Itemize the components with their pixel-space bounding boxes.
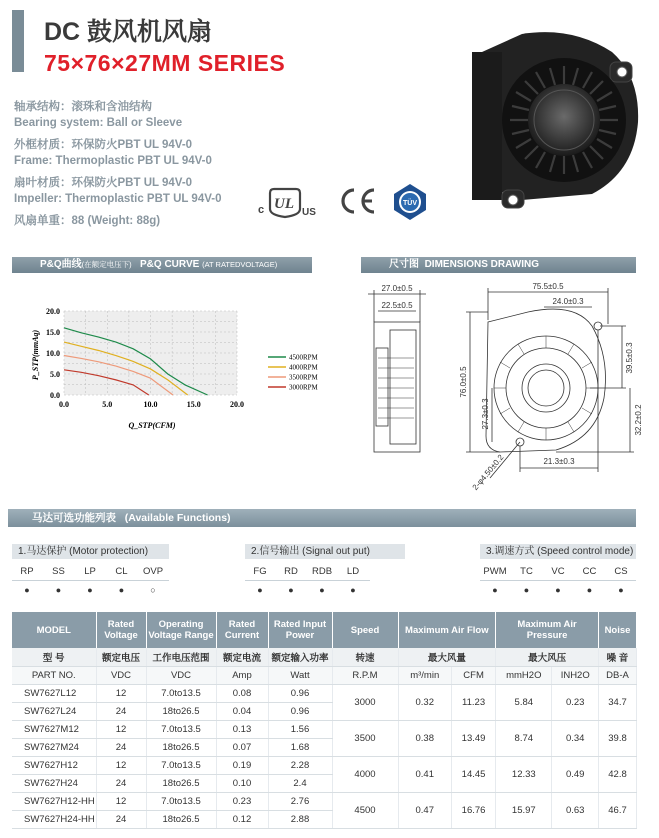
unit-vdc: VDC — [96, 666, 146, 684]
cell-cfm: 13.49 — [451, 720, 495, 756]
spec-impeller-cn: 扇叶材质：环保防火PBT UL 94V-0 — [14, 177, 193, 189]
dim-side-outlet: 22.5±0.5 — [381, 301, 413, 310]
spec-weight: 风扇单重：88 (Weight: 88g) — [14, 215, 161, 227]
function-availability-mark: ● — [319, 585, 325, 595]
cell-watt: 1.68 — [268, 738, 332, 756]
unit-cfm: CFM — [451, 666, 495, 684]
function-code: LP — [84, 566, 96, 577]
dim-side-width: 27.0±0.5 — [381, 284, 413, 293]
cell-inh2o: 0.49 — [552, 756, 599, 792]
cell-amp: 0.07 — [216, 738, 268, 756]
spec-impeller-en: Impeller: Thermoplastic PBT UL 94V-0 — [14, 193, 222, 205]
function-availability-mark: ● — [24, 585, 30, 595]
cn-rated-current: 额定电流 — [216, 648, 268, 666]
function-availability-mark: ● — [55, 585, 62, 595]
function-code: CS — [614, 566, 628, 577]
y-tick-label: 20.0 — [46, 307, 60, 316]
side-view-outline — [374, 322, 420, 452]
cell-speed: 4500 — [332, 792, 398, 828]
cell-range: 18to26.5 — [146, 702, 216, 720]
cell-inh2o: 0.63 — [552, 792, 599, 828]
ul-certification-logo — [256, 187, 326, 219]
legend-entry: 3500RPM — [289, 373, 318, 382]
x-tick-label: 5.0 — [102, 400, 113, 409]
cell-mmh2o: 12.33 — [496, 756, 552, 792]
cell-range: 18to26.5 — [146, 810, 216, 828]
cell-inh2o: 0.23 — [552, 684, 599, 720]
pq-curve-section-header: P&Q曲线(在额定电压下) P&Q CURVE (AT RATEDVOLTAGE) — [12, 257, 312, 273]
cn-model: 型 号 — [12, 648, 96, 666]
cell-cfm: 16.76 — [451, 792, 495, 828]
function-availability-mark: ● — [350, 585, 356, 595]
cn-speed: 转速 — [332, 648, 398, 666]
legend-entry: 4500RPM — [289, 353, 318, 362]
cell-cfm: 11.23 — [451, 684, 495, 720]
cell-mmh2o: 8.74 — [496, 720, 552, 756]
pq-curve-chart — [12, 287, 332, 447]
cell-model: SW7627H24-HH — [12, 810, 96, 828]
blower-fan-photo — [462, 22, 644, 210]
unit-watt: Watt — [268, 666, 332, 684]
spec-frame-en: Frame: Thermoplastic PBT UL 94V-0 — [14, 155, 212, 167]
cn-voltage-range: 工作电压范围 — [146, 648, 216, 666]
cell-amp: 0.04 — [216, 702, 268, 720]
th-model: MODEL — [12, 612, 96, 648]
cell-watt: 1.56 — [268, 720, 332, 738]
x-tick-label: 10.0 — [143, 400, 158, 409]
cell-range: 18to26.5 — [146, 774, 216, 792]
dim-hole-diameter: 2-φ4.50±0.2 — [470, 452, 506, 492]
cell-v: 12 — [96, 684, 146, 702]
cell-amp: 0.10 — [216, 774, 268, 792]
table-row — [12, 684, 637, 702]
cell-speed: 4000 — [332, 756, 398, 792]
y-tick-label: 10.0 — [46, 349, 60, 358]
th-speed: Speed — [332, 612, 398, 648]
function-code: RP — [20, 566, 34, 577]
unit-m3min: m³/min — [398, 666, 451, 684]
function-availability-mark: ● — [492, 585, 498, 595]
cell-model: SW7627H12 — [12, 756, 96, 774]
cell-model: SW7627H12-HH — [12, 792, 96, 810]
th-max-air-flow: Maximum Air Flow — [398, 612, 496, 648]
function-code: CC — [582, 566, 597, 577]
cell-watt: 2.76 — [268, 792, 332, 810]
cell-range: 7.0to13.5 — [146, 720, 216, 738]
cell-v: 24 — [96, 810, 146, 828]
svg-text:UL: UL — [274, 196, 294, 212]
x-tick-label: 20.0 — [230, 400, 244, 409]
cell-watt: 2.88 — [268, 810, 332, 828]
table-row — [12, 720, 637, 738]
cell-amp: 0.13 — [216, 720, 268, 738]
svg-text:TÜV: TÜV — [403, 200, 417, 207]
unit-dba: DB-A — [599, 666, 637, 684]
function-group-signal-output: 2.信号输出 (Signal out put) — [245, 544, 405, 559]
cell-db: 34.7 — [599, 684, 637, 720]
cell-db: 42.8 — [599, 756, 637, 792]
pq-y-axis-label: P_STP(mmAq) — [31, 329, 40, 381]
cn-noise: 噪 音 — [599, 648, 637, 666]
cn-input-power: 额定输入功率 — [268, 648, 332, 666]
function-availability-mark: ● — [618, 585, 624, 595]
th-noise: Noise — [599, 612, 637, 648]
cell-watt: 2.4 — [268, 774, 332, 792]
cell-speed: 3500 — [332, 720, 398, 756]
cell-model: SW7627M12 — [12, 720, 96, 738]
th-voltage-range: Operating Voltage Range — [146, 612, 216, 648]
cell-speed: 3000 — [332, 684, 398, 720]
x-tick-label: 15.0 — [186, 400, 201, 409]
function-code: CL — [115, 566, 128, 577]
th-max-air-pressure: Maximum Air Pressure — [496, 612, 599, 648]
cell-mmh2o: 5.84 — [496, 684, 552, 720]
cell-v: 24 — [96, 774, 146, 792]
function-availability-mark: ● — [288, 585, 294, 595]
cell-watt: 2.28 — [268, 756, 332, 774]
dim-hole-right: 39.5±0.3 — [625, 342, 634, 374]
function-code: SS — [52, 566, 65, 577]
th-rated-current: Rated Current — [216, 612, 268, 648]
y-tick-label: 15.0 — [46, 328, 60, 337]
unit-part-no: PART NO. — [12, 666, 96, 684]
dim-front-outlet: 24.0±0.3 — [552, 297, 584, 306]
svg-text:c: c — [258, 204, 265, 216]
unit-vdc-range: VDC — [146, 666, 216, 684]
spec-bearing-en: Bearing system: Ball or Sleeve — [14, 117, 183, 129]
unit-mmh2o: mmH2O — [496, 666, 552, 684]
function-code: RD — [284, 566, 298, 577]
function-code: FG — [253, 566, 267, 577]
cell-m3: 0.47 — [398, 792, 451, 828]
page-title: DC 鼓风机风扇 — [44, 18, 213, 46]
function-availability-mark: ● — [257, 585, 263, 595]
function-code: LD — [346, 566, 360, 577]
spec-frame-cn: 外框材质：环保防火PBT UL 94V-0 — [14, 139, 193, 151]
cell-m3: 0.32 — [398, 684, 451, 720]
cell-mmh2o: 15.97 — [496, 792, 552, 828]
cell-v: 12 — [96, 792, 146, 810]
function-code: OVP — [142, 566, 164, 577]
th-rated-voltage: Rated Voltage — [96, 612, 146, 648]
cell-v: 24 — [96, 738, 146, 756]
function-availability-mark: ● — [87, 585, 93, 595]
svg-text:US: US — [302, 207, 316, 218]
y-tick-label: 5.0 — [50, 370, 60, 379]
dim-bottom-hole: 21.3±0.3 — [543, 457, 575, 466]
cell-db: 46.7 — [599, 792, 637, 828]
cell-cfm: 14.45 — [451, 756, 495, 792]
function-availability-mark: ● — [523, 585, 530, 595]
cell-inh2o: 0.34 — [552, 720, 599, 756]
function-code: RDB — [311, 566, 333, 577]
legend-entry: 4000RPM — [289, 363, 318, 372]
specification-table — [12, 612, 637, 829]
cell-v: 12 — [96, 756, 146, 774]
function-code: TC — [520, 566, 533, 577]
spec-bearing-cn: 轴承结构：滚珠和含油结构 — [14, 101, 152, 113]
dim-front-height: 76.0±0.5 — [459, 366, 468, 398]
functions-section-header: 马达可选功能列表 (Available Functions) — [8, 509, 636, 527]
legend-entry: 3000RPM — [289, 383, 318, 392]
function-availability-mark: ○ — [150, 585, 156, 595]
pq-x-axis-label: Q_STP(CFM) — [128, 421, 176, 430]
cn-rated-voltage: 额定电压 — [96, 648, 146, 666]
cell-amp: 0.08 — [216, 684, 268, 702]
cell-db: 39.8 — [599, 720, 637, 756]
unit-rpm: R.P.M — [332, 666, 398, 684]
function-code: VC — [551, 566, 565, 577]
function-group-speed-control: 3.调速方式 (Speed control mode) — [480, 544, 636, 559]
function-group-motor-protection: 1.马达保护 (Motor protection) — [12, 544, 169, 559]
tuv-certification-logo — [392, 182, 428, 222]
cn-max-air-flow: 最大风量 — [398, 648, 496, 666]
cell-model: SW7627L24 — [12, 702, 96, 720]
cell-m3: 0.41 — [398, 756, 451, 792]
page-subtitle: 75×76×27MM SERIES — [44, 50, 286, 76]
unit-amp: Amp — [216, 666, 268, 684]
cell-amp: 0.23 — [216, 792, 268, 810]
cell-amp: 0.12 — [216, 810, 268, 828]
function-availability-mark: ● — [586, 585, 593, 595]
cell-range: 7.0to13.5 — [146, 684, 216, 702]
dim-front-width: 75.5±0.5 — [532, 282, 564, 291]
dimensions-section-header: 尺寸图 DIMENSIONS DRAWING — [361, 257, 636, 273]
x-tick-label: 0.0 — [59, 400, 69, 409]
ce-mark-logo — [334, 186, 378, 216]
cell-model: SW7627M24 — [12, 738, 96, 756]
th-input-power: Rated Input Power — [268, 612, 332, 648]
cn-max-air-pressure: 最大风压 — [496, 648, 599, 666]
cell-range: 7.0to13.5 — [146, 792, 216, 810]
cell-model: SW7627L12 — [12, 684, 96, 702]
cell-model: SW7627H24 — [12, 774, 96, 792]
function-availability-mark: ● — [118, 585, 125, 595]
cell-amp: 0.19 — [216, 756, 268, 774]
cell-watt: 0.96 — [268, 684, 332, 702]
cell-m3: 0.38 — [398, 720, 451, 756]
title-accent-bar — [12, 10, 24, 72]
cell-v: 12 — [96, 720, 146, 738]
y-tick-label: 0.0 — [50, 391, 60, 400]
cell-watt: 0.96 — [268, 702, 332, 720]
function-availability-mark: ● — [555, 585, 561, 595]
dim-right-low: 32.2±0.2 — [634, 404, 643, 436]
dimensions-drawing — [360, 278, 650, 503]
function-code: PWM — [483, 566, 507, 577]
cell-v: 24 — [96, 702, 146, 720]
dim-hole-left: 27.3±0.3 — [481, 398, 490, 430]
table-row — [12, 756, 637, 774]
cell-range: 7.0to13.5 — [146, 756, 216, 774]
cell-range: 18to26.5 — [146, 738, 216, 756]
unit-inh2o: INH2O — [552, 666, 599, 684]
table-row — [12, 792, 637, 810]
